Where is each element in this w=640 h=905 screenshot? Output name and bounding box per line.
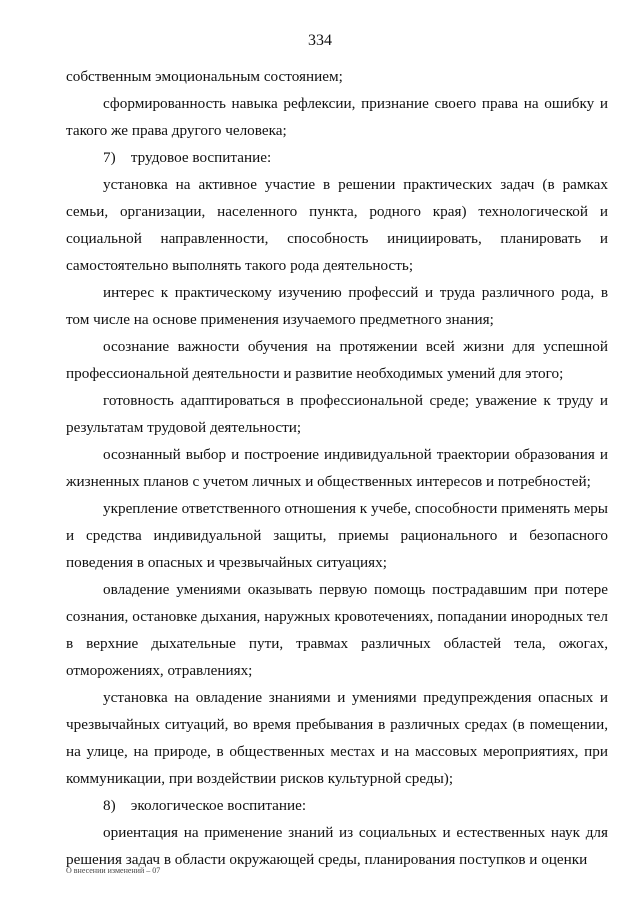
section-heading: 8) экологическое воспитание: [103, 797, 307, 814]
paragraph: осознание важности обучения на протяжении всей жизни для успешной профессиональной деятельности и развитие необходимых умений для этого; [66, 338, 608, 382]
paragraph: укрепление ответственного отношения к учебе, способности применять меры и средства индивидуальной защиты, приемы рационального и безопасного поведения в опасных и чрезвычайных ситуациях; [66, 500, 608, 571]
paragraph: ориентация на применение знаний из социальных и естественных наук для решения задач в области окружающей среды, планирования поступков и оценки [66, 824, 608, 868]
paragraph: готовность адаптироваться в профессиональной среде; уважение к труду и результатам трудовой деятельности; [66, 392, 608, 436]
paragraph: собственным эмоциональным состоянием; [66, 68, 343, 85]
paragraph: сформированность навыка рефлексии, признание своего права на ошибку и такого же права другого человека; [66, 95, 608, 139]
footer-note: О внесении изменений – 07 [66, 866, 161, 875]
paragraph: установка на активное участие в решении практических задач (в рамках семьи, организации, населенного пункта, родного края) технологической и социальной направленности, способность инициировать, планировать и самостоятельно выполнять такого рода деятельность; [66, 176, 608, 274]
paragraph: интерес к практическому изучению профессий и труда различного рода, в том числе на основе применения изучаемого предметного знания; [66, 284, 608, 328]
page-number: 334 [308, 32, 332, 49]
body-text [66, 63, 608, 873]
paragraph: овладение умениями оказывать первую помощь пострадавшим при потере сознания, остановке дыхания, наружных кровотечениях, попадании инородных тел в верхние дыхательные пути, травмах различных областей тела, ожогах, отморожениях, отравлениях; [66, 581, 608, 679]
paragraph: установка на овладение знаниями и умениями предупреждения опасных и чрезвычайных ситуаций, во время пребывания в различных средах (в помещении, на улице, на природе, в общественных местах и на массовых мероприятиях, при коммуникации, при воздействии рисков культурной среды); [66, 689, 608, 787]
paragraph: осознанный выбор и построение индивидуальной траектории образования и жизненных планов с учетом личных и общественных интересов и потребностей; [66, 446, 608, 490]
section-heading: 7) трудовое воспитание: [103, 149, 272, 166]
